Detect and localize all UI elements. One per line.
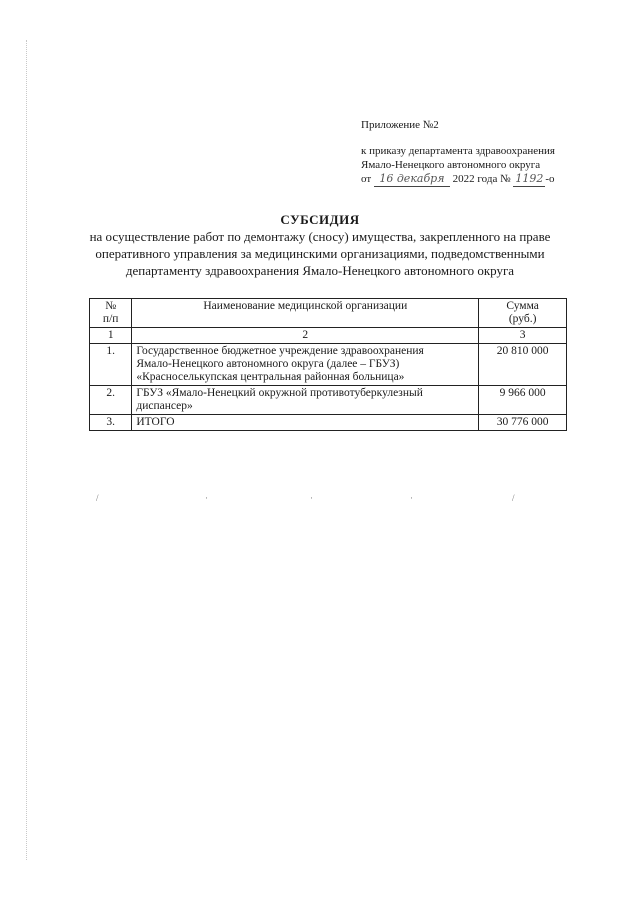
org-line: «Красноселькупская центральная районная больница» — [136, 371, 405, 383]
subsidy-table — [89, 298, 567, 431]
handwritten-number: 1192 — [515, 172, 544, 185]
header-num — [90, 299, 132, 328]
appendix-line-2: Ямало-Ненецкого автономного округа — [361, 159, 541, 171]
row-organization: ИТОГО — [132, 415, 479, 431]
appendix-title: Приложение №2 — [361, 119, 439, 131]
year-text: 2022 года — [452, 173, 498, 185]
row-sum: 9 966 000 — [479, 386, 567, 415]
heading-line-1: на осуществление работ по демонтажу (сносу) имущества, закрепленного на праве — [89, 229, 551, 244]
org-line: ГБУЗ «Ямало-Ненецкий окружной противотуберкулезный — [136, 387, 423, 399]
table-index-row — [90, 328, 567, 344]
document-heading — [60, 212, 580, 279]
scan-mark: · — [205, 493, 208, 503]
number-suffix: -о — [545, 173, 555, 185]
heading-line-2: оперативного управления за медицинскими организациями, подведомственными — [95, 246, 545, 261]
scan-mark: · — [310, 493, 313, 503]
scan-mark: / — [96, 493, 99, 503]
scan-margin-line — [26, 40, 27, 860]
from-label: от — [361, 173, 372, 185]
scan-mark: · — [410, 493, 413, 503]
header-sum-line-2: (руб.) — [508, 313, 537, 325]
row-organization — [132, 344, 479, 386]
document-title: СУБСИДИЯ — [280, 212, 360, 227]
table-row — [90, 386, 567, 415]
heading-line-3: департаменту здравоохранения Ямало-Ненецкого автономного округа — [125, 263, 515, 278]
row-sum: 30 776 000 — [479, 415, 567, 431]
header-sum — [479, 299, 567, 328]
row-number: 3. — [90, 415, 132, 431]
header-sum-line-1: Сумма — [506, 300, 539, 312]
org-line: диспансер» — [136, 400, 193, 412]
org-line: Ямало-Ненецкого автономного округа (далее – ГБУЗ) — [136, 358, 400, 370]
header-num-line-2: п/п — [102, 313, 119, 325]
row-sum: 20 810 000 — [479, 344, 567, 386]
org-line: Государственное бюджетное учреждение здравоохранения — [136, 345, 424, 357]
row-number: 2. — [90, 386, 132, 415]
handwritten-date: 16 декабря — [374, 172, 450, 187]
scan-mark: / — [512, 493, 515, 503]
index-cell: 1 — [90, 328, 132, 344]
index-cell: 3 — [479, 328, 567, 344]
order-date-number — [361, 172, 621, 187]
header-num-line-1: № — [105, 300, 117, 312]
table-header-row — [90, 299, 567, 328]
appendix-line-1: к приказу департамента здравоохранения — [361, 145, 555, 157]
row-organization — [132, 386, 479, 415]
row-number: 1. — [90, 344, 132, 386]
appendix-block — [361, 118, 621, 187]
table-total-row — [90, 415, 567, 431]
number-label: № — [500, 173, 511, 185]
table-row — [90, 344, 567, 386]
header-name: Наименование медицинской организации — [132, 299, 479, 328]
index-cell: 2 — [132, 328, 479, 344]
